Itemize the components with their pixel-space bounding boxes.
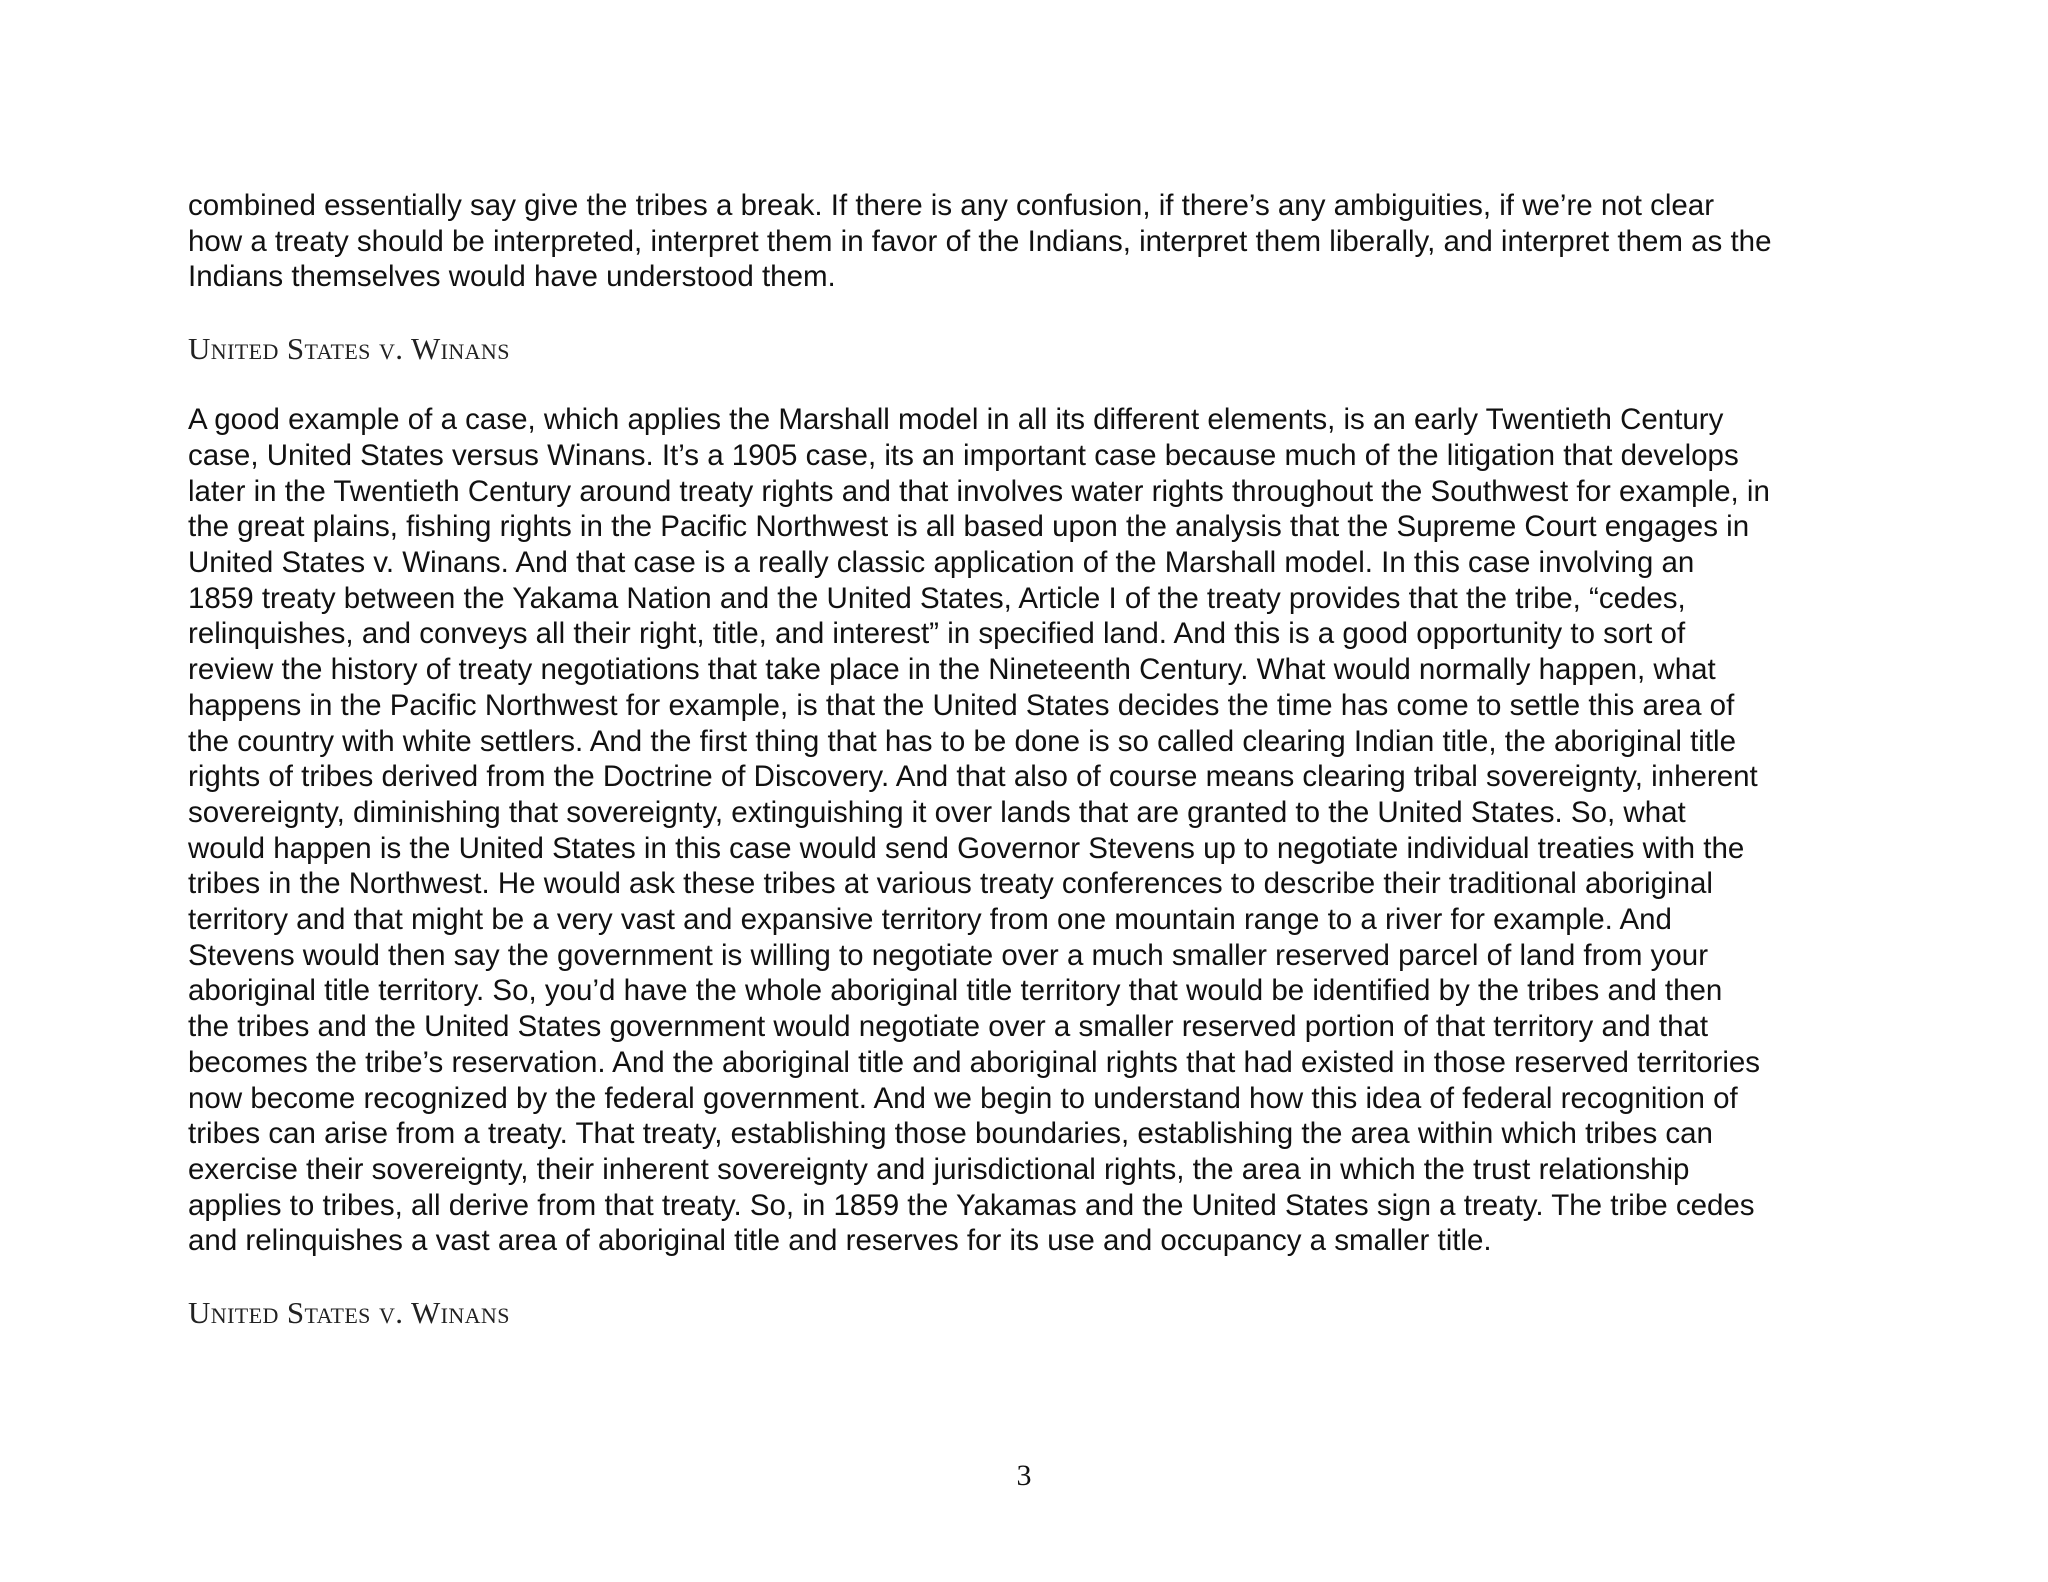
section-heading-winans-2: United States v. Winans	[188, 1294, 510, 1330]
page-number: 3	[1016, 1459, 1032, 1492]
paragraph-gap	[188, 367, 1888, 403]
paragraph-intro: combined essentially say give the tribes a break. If there is any confusion, if there’s any ambiguities, if we’re not clear how a treaty should be interpreted, interpret them in favor of the Indians, interpret them liberally, and interpret them as the Indians themselves would have understood them.	[188, 189, 1772, 294]
page-content	[188, 188, 1888, 1330]
section-heading-winans: United States v. Winans	[188, 330, 510, 366]
paragraph-gap	[188, 295, 1888, 331]
paragraph-main: A good example of a case, which applies the Marshall model in all its different elements, is an early Twentieth Century case, United States versus Winans. It’s a 1905 case, its an important case because much of the litigation that develops later in the Twentieth Century around treaty rights and that involves water rights throughout the Southwest for example, in the great plains, fishing rights in the Pacific Northwest is all based upon the analysis that the Supreme Court engages in United States v. Winans. And that case is a really classic application of the Marshall model. In this case involving an 1859 treaty between the Yakama Nation and the United States, Article I of the treaty provides that the tribe, “cedes, relinquishes, and conveys all their right, title, and interest” in specified land. And this is a good opportunity to sort of review the history of treaty negotiations that take place in the Nineteenth Century. What would normally happen, what happens in the Pacific Northwest for example, is that the United States decides the time has come to settle this area of the country with white settlers. And the first thing that has to be done is so called clearing Indian title, the aboriginal title rights of tribes derived from the Doctrine of Discovery. And that also of course means clearing tribal sovereignty, inherent sovereignty, diminishing that sovereignty, extinguishing it over lands that are granted to the United States. So, what would happen is the United States in this case would send Governor Stevens up to negotiate individual treaties with the tribes in the Northwest. He would ask these tribes at various treaty conferences to describe their traditional aboriginal territory and that might be a very vast and expansive territory from one mountain range to a river for example. And Stevens would then say the government is willing to negotiate over a much smaller reserved parcel of land from your aboriginal title territory. So, you’d have the whole aboriginal title territory that would be identified by the tribes and then the tribes and the United States government would negotiate over a smaller reserved portion of that territory and that becomes the tribe’s reservation. And the aboriginal title and aboriginal rights that had existed in those reserved territories now become recognized by the federal government. And we begin to understand how this idea of federal recognition of tribes can arise from a treaty. That treaty, establishing those boundaries, establishing the area within which tribes can exercise their sovereignty, their inherent sovereignty and jurisdictional rights, the area in which the trust relationship applies to tribes, all derive from that treaty. So, in 1859 the Yakamas and the United States sign a treaty. The tribe cedes and relinquishes a vast area of aboriginal title and reserves for its use and occupancy a smaller title.	[188, 403, 1770, 1258]
paragraph-gap	[188, 1259, 1888, 1295]
